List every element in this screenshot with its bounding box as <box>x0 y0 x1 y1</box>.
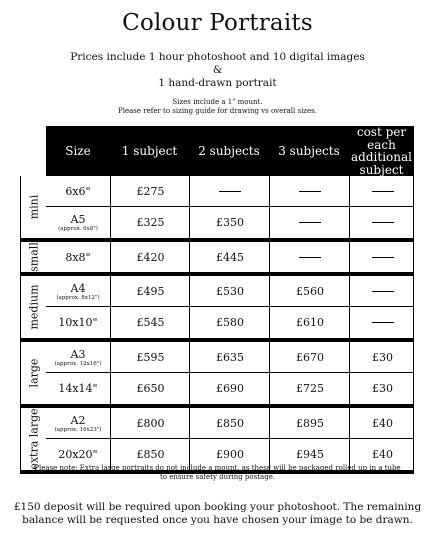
table-row <box>46 242 414 272</box>
price-value: £610 <box>296 316 324 329</box>
price-value: £275 <box>136 185 165 198</box>
size-cell <box>46 242 110 272</box>
price-cell <box>349 373 415 404</box>
size-label: 8x8" <box>65 250 91 264</box>
price-cell <box>189 207 270 238</box>
dash-mark <box>299 222 321 223</box>
price-value: £445 <box>216 250 244 264</box>
subtitle-ampersand: & <box>212 64 223 76</box>
size-approx-note: (approx. 12x16") <box>54 361 102 367</box>
price-value: £560 <box>296 285 324 298</box>
dash-mark <box>372 322 394 323</box>
size-group <box>20 408 414 470</box>
price-value: £900 <box>216 448 244 461</box>
price-value: £30 <box>372 351 393 364</box>
price-cell <box>110 342 190 373</box>
price-value: £670 <box>296 351 324 364</box>
group-label: extra large <box>27 408 41 470</box>
price-value: £325 <box>136 216 165 229</box>
dash-mark <box>219 191 241 192</box>
price-cell <box>189 408 270 439</box>
table-row <box>46 176 414 207</box>
size-label: 10x10" <box>58 316 98 329</box>
group-label-cell <box>20 342 47 404</box>
price-value: £545 <box>136 316 165 329</box>
group-label: large <box>27 358 41 388</box>
price-cell <box>349 276 415 307</box>
extra-large-note: Please note: Extra large portraits do not include a mount, as these will be packaged rolled up in a tube to ensure safety during postage. <box>34 464 401 481</box>
table-row <box>46 207 414 238</box>
header-size: Size <box>65 143 91 158</box>
price-cell <box>269 207 350 238</box>
price-cell <box>349 408 415 439</box>
price-cell <box>110 242 190 272</box>
group-label-cell <box>20 276 47 338</box>
price-cell <box>110 408 190 439</box>
size-approx-note: (approx. 6x8") <box>58 226 98 232</box>
price-value: £40 <box>372 417 393 430</box>
price-cell <box>189 307 270 338</box>
size-label: 14x14" <box>58 382 98 395</box>
size-label: A4 <box>70 282 86 295</box>
price-value: £690 <box>216 382 244 395</box>
price-cell <box>110 307 190 338</box>
table-row <box>46 307 414 338</box>
table-row <box>46 276 414 307</box>
price-cell <box>349 176 415 207</box>
price-cell <box>189 242 270 272</box>
dash-mark <box>299 191 321 192</box>
deposit-footer: £150 deposit will be required upon booking your photoshoot. The remaining balance will be requested once you have chosen your image to be drawn. <box>13 501 422 526</box>
size-label: 6x6" <box>65 185 91 198</box>
size-cell <box>46 176 110 207</box>
size-group <box>20 342 414 404</box>
header-3-subjects: 3 subjects <box>278 143 340 158</box>
price-cell <box>349 242 415 272</box>
group-label-cell <box>20 176 47 238</box>
dash-mark <box>372 222 394 223</box>
group-label-cell <box>20 408 47 470</box>
price-value: £800 <box>136 417 165 430</box>
group-label: medium <box>27 284 41 330</box>
price-value: £30 <box>372 382 393 395</box>
subtitle-line-1: Prices include 1 hour photoshoot and 10 digital images <box>70 51 365 63</box>
table-header <box>46 126 414 176</box>
page-title: Colour Portraits <box>122 10 313 36</box>
size-cell <box>46 408 110 439</box>
price-value: £530 <box>216 285 244 298</box>
size-label: A3 <box>70 348 86 361</box>
price-value: £350 <box>216 216 244 229</box>
size-cell <box>46 207 110 238</box>
price-cell <box>189 176 270 207</box>
size-group <box>20 276 414 338</box>
header-1-subject: 1 subject <box>121 143 178 158</box>
price-cell <box>269 408 350 439</box>
size-label: A2 <box>70 414 86 427</box>
group-label-cell <box>20 242 47 272</box>
price-value: £40 <box>372 448 393 461</box>
price-value: £650 <box>136 382 165 395</box>
table-row <box>46 342 414 373</box>
price-cell <box>110 276 190 307</box>
price-value: £580 <box>216 316 244 329</box>
size-cell <box>46 342 110 373</box>
price-cell <box>269 176 350 207</box>
size-label: 20x20" <box>58 448 98 461</box>
size-label: A5 <box>70 213 86 226</box>
price-cell <box>110 176 190 207</box>
subtitle-line-3: 1 hand-drawn portrait <box>158 77 277 89</box>
price-cell <box>269 342 350 373</box>
size-cell <box>46 276 110 307</box>
dash-mark <box>299 257 321 258</box>
header-2-subjects: 2 subjects <box>198 143 260 158</box>
sizes-note-line-2: Please refer to sizing guide for drawing vs overall sizes. <box>118 107 317 115</box>
price-value: £635 <box>216 351 244 364</box>
price-cell <box>269 373 350 404</box>
sizes-note-line-1: Sizes include a 1" mount. <box>172 98 263 106</box>
price-value: £495 <box>136 285 165 298</box>
price-value: £725 <box>296 382 324 395</box>
price-cell <box>349 207 415 238</box>
group-label: small <box>27 242 41 272</box>
price-value: £420 <box>136 250 165 264</box>
price-value: £945 <box>296 448 324 461</box>
group-label: mini <box>27 194 41 220</box>
price-cell <box>189 373 270 404</box>
dash-mark <box>372 191 394 192</box>
price-cell <box>110 207 190 238</box>
size-group <box>20 242 414 272</box>
price-cell <box>269 242 350 272</box>
price-value: £850 <box>136 448 165 461</box>
size-group <box>20 176 414 238</box>
table-row <box>46 373 414 404</box>
table-row <box>46 408 414 439</box>
price-cell <box>189 276 270 307</box>
price-cell <box>189 342 270 373</box>
price-value: £595 <box>136 351 165 364</box>
price-cell <box>269 276 350 307</box>
size-cell <box>46 373 110 404</box>
price-cell <box>269 307 350 338</box>
size-approx-note: (approx. 8x12") <box>56 295 100 301</box>
dash-mark <box>372 257 394 258</box>
price-cell <box>349 307 415 338</box>
size-approx-note: (approx. 16x23") <box>54 427 102 433</box>
header-additional-subject: cost per each additional subject <box>351 125 412 177</box>
price-cell <box>110 373 190 404</box>
price-value: £850 <box>216 417 244 430</box>
price-cell <box>349 342 415 373</box>
price-value: £895 <box>296 417 324 430</box>
size-cell <box>46 307 110 338</box>
dash-mark <box>372 291 394 292</box>
